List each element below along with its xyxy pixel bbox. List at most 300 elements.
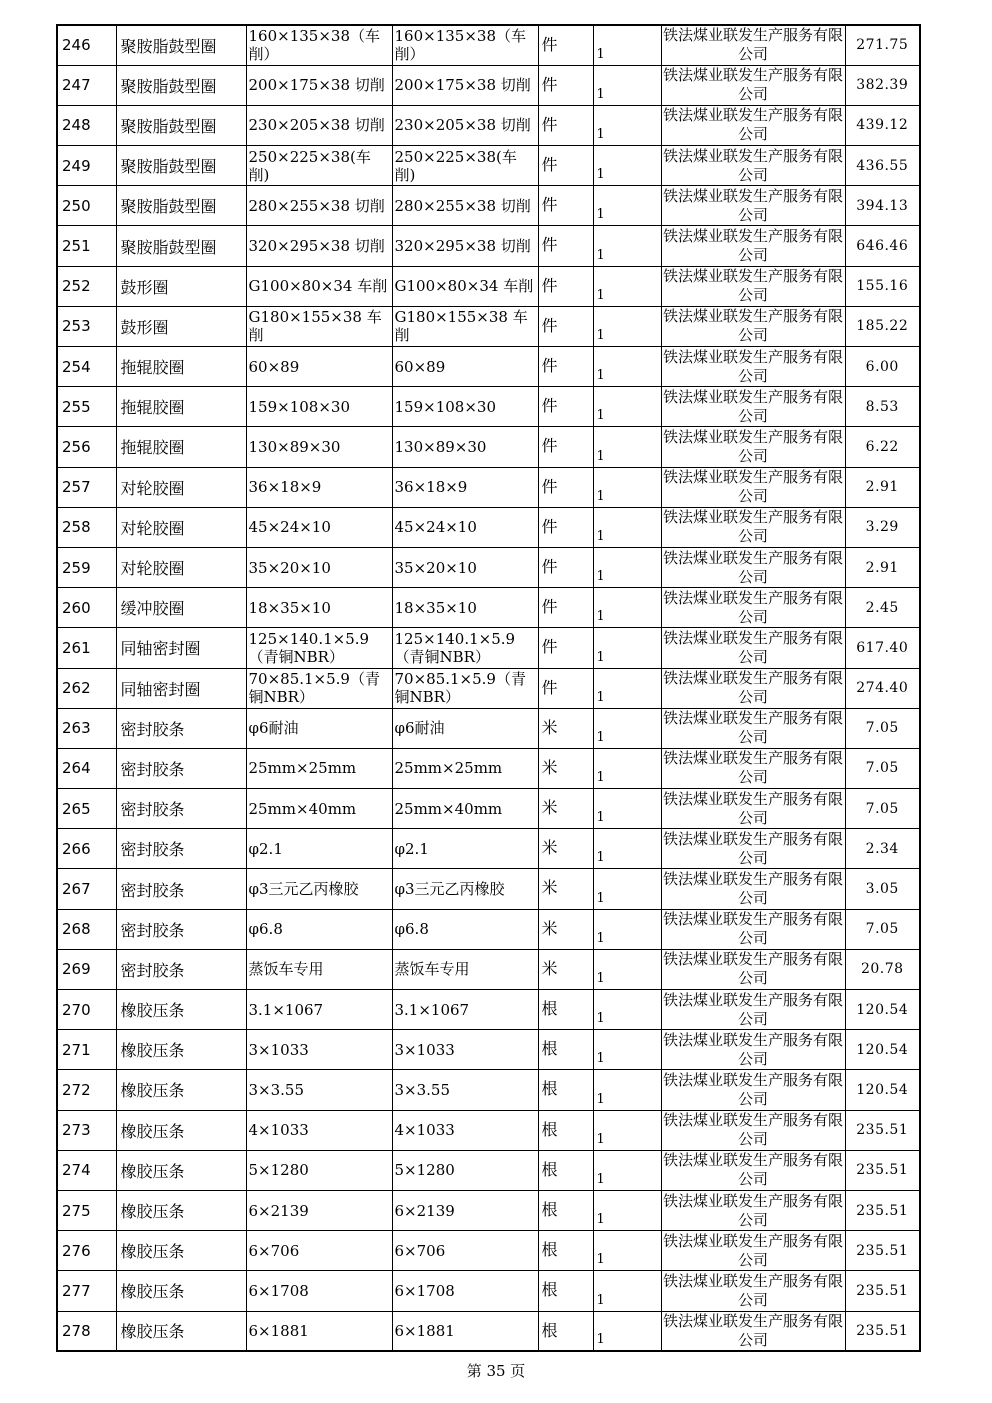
row-number: 265: [57, 789, 116, 829]
quantity-cell: 1: [593, 708, 661, 748]
spec-cell-text: 125×140.1×5.9（青铜NBR）: [248, 629, 370, 666]
spec-cell-text: 6×1708: [248, 1281, 309, 1300]
spec-cell-2: [392, 306, 538, 346]
item-name: 聚胺脂鼓型圈: [116, 65, 246, 105]
spec-cell-2-text: 6×706: [394, 1241, 446, 1260]
quantity-cell: 1: [593, 789, 661, 829]
price-cell: 617.40: [845, 628, 920, 668]
spec-cell-2: [392, 628, 538, 668]
spec-cell-2: [392, 909, 538, 949]
unit-cell: 根: [538, 990, 593, 1030]
spec-cell-2: [392, 547, 538, 587]
unit-cell: 件: [538, 306, 593, 346]
quantity-cell: 1: [593, 186, 661, 226]
price-cell: 2.91: [845, 547, 920, 587]
price-cell: 20.78: [845, 949, 920, 989]
quantity-cell: 1: [593, 1070, 661, 1110]
price-cell: 7.05: [845, 909, 920, 949]
spec-cell-text: 130×89×30: [248, 437, 341, 456]
unit-cell: 根: [538, 1271, 593, 1311]
table-row: [57, 25, 920, 65]
item-name: 密封胶条: [116, 949, 246, 989]
spec-cell-2: [392, 829, 538, 869]
spec-cell-2-text: 200×175×38 切削: [394, 76, 531, 95]
row-number: 252: [57, 266, 116, 306]
item-name: 聚胺脂鼓型圈: [116, 146, 246, 186]
item-name: 密封胶条: [116, 829, 246, 869]
row-number: 247: [57, 65, 116, 105]
spec-cell-2-text: 35×20×10: [394, 558, 477, 577]
spec-cell: [246, 829, 392, 869]
item-name: 同轴密封圈: [116, 668, 246, 708]
price-cell: 7.05: [845, 789, 920, 829]
spec-cell: [246, 105, 392, 145]
row-number: 266: [57, 829, 116, 869]
supplier-cell: 铁法煤业联发生产服务有限公司: [661, 146, 845, 186]
supplier-cell: 铁法煤业联发生产服务有限公司: [661, 588, 845, 628]
spec-cell-2-text: 230×205×38 切削: [394, 116, 531, 135]
spec-cell-text: 25mm×25mm: [248, 759, 357, 778]
spec-cell: [246, 668, 392, 708]
table-row: [57, 708, 920, 748]
price-table: [56, 24, 921, 1352]
unit-cell: 根: [538, 1150, 593, 1190]
spec-cell-2: [392, 25, 538, 65]
spec-cell: [246, 708, 392, 748]
quantity-cell: 1: [593, 306, 661, 346]
supplier-cell: 铁法煤业联发生产服务有限公司: [661, 628, 845, 668]
spec-cell-2: [392, 1070, 538, 1110]
row-number: 262: [57, 668, 116, 708]
unit-cell: 米: [538, 789, 593, 829]
unit-cell: 件: [538, 427, 593, 467]
spec-cell-2-text: φ6.8: [394, 920, 429, 939]
price-cell: 7.05: [845, 708, 920, 748]
price-cell: 382.39: [845, 65, 920, 105]
row-number: 259: [57, 547, 116, 587]
row-number: 273: [57, 1110, 116, 1150]
unit-cell: 件: [538, 387, 593, 427]
row-number: 276: [57, 1231, 116, 1271]
unit-cell: 件: [538, 105, 593, 145]
price-cell: 3.05: [845, 869, 920, 909]
quantity-cell: 1: [593, 347, 661, 387]
quantity-cell: 1: [593, 1110, 661, 1150]
spec-cell-2: [392, 668, 538, 708]
table-row: [57, 789, 920, 829]
spec-cell: [246, 186, 392, 226]
item-name: 拖辊胶圈: [116, 387, 246, 427]
spec-cell-text: φ3三元乙丙橡胶: [248, 880, 359, 899]
supplier-cell: 铁法煤业联发生产服务有限公司: [661, 1070, 845, 1110]
price-cell: 6.00: [845, 347, 920, 387]
spec-cell-text: 320×295×38 切削: [248, 237, 385, 256]
row-number: 275: [57, 1190, 116, 1230]
spec-cell-2-text: 36×18×9: [394, 478, 468, 497]
row-number: 277: [57, 1271, 116, 1311]
row-number: 271: [57, 1030, 116, 1070]
quantity-cell: 1: [593, 1271, 661, 1311]
spec-cell-text: φ6耐油: [248, 719, 299, 738]
quantity-cell: 1: [593, 1311, 661, 1351]
spec-cell: [246, 65, 392, 105]
spec-cell-2: [392, 387, 538, 427]
spec-cell-text: 36×18×9: [248, 478, 322, 497]
spec-cell-2: [392, 949, 538, 989]
spec-cell: [246, 146, 392, 186]
table-row: [57, 829, 920, 869]
item-name: 聚胺脂鼓型圈: [116, 186, 246, 226]
spec-cell-2-text: G180×155×38 车削: [394, 308, 528, 345]
quantity-cell: 1: [593, 1231, 661, 1271]
quantity-cell: 1: [593, 65, 661, 105]
table-row: [57, 1110, 920, 1150]
price-cell: 120.54: [845, 1070, 920, 1110]
table-row: [57, 266, 920, 306]
quantity-cell: 1: [593, 226, 661, 266]
price-cell: 120.54: [845, 1030, 920, 1070]
spec-cell-2-text: 3×1033: [394, 1040, 455, 1059]
supplier-cell: 铁法煤业联发生产服务有限公司: [661, 748, 845, 788]
table-row: [57, 347, 920, 387]
spec-cell-2-text: φ2.1: [394, 839, 429, 858]
item-name: 橡胶压条: [116, 1271, 246, 1311]
spec-cell: [246, 1190, 392, 1230]
supplier-cell: 铁法煤业联发生产服务有限公司: [661, 1110, 845, 1150]
unit-cell: 米: [538, 708, 593, 748]
spec-cell-2-text: 6×1708: [394, 1281, 455, 1300]
page-number: 第 35 页: [466, 1362, 526, 1380]
quantity-cell: 1: [593, 588, 661, 628]
table-row: [57, 1030, 920, 1070]
table-row: [57, 1190, 920, 1230]
item-name: 拖辊胶圈: [116, 427, 246, 467]
spec-cell: [246, 869, 392, 909]
price-cell: 2.91: [845, 467, 920, 507]
spec-cell: [246, 547, 392, 587]
price-cell: 271.75: [845, 25, 920, 65]
supplier-cell: 铁法煤业联发生产服务有限公司: [661, 266, 845, 306]
supplier-cell: 铁法煤业联发生产服务有限公司: [661, 668, 845, 708]
quantity-cell: 1: [593, 1190, 661, 1230]
item-name: 拖辊胶圈: [116, 347, 246, 387]
table-row: [57, 427, 920, 467]
table-body: [57, 25, 920, 1351]
item-name: 橡胶压条: [116, 1231, 246, 1271]
quantity-cell: 1: [593, 547, 661, 587]
spec-cell-2: [392, 186, 538, 226]
spec-cell-text: 45×24×10: [248, 518, 331, 537]
supplier-cell: 铁法煤业联发生产服务有限公司: [661, 708, 845, 748]
row-number: 278: [57, 1311, 116, 1351]
price-cell: 235.51: [845, 1311, 920, 1351]
supplier-cell: 铁法煤业联发生产服务有限公司: [661, 427, 845, 467]
item-name: 缓冲胶圈: [116, 588, 246, 628]
spec-cell-2-text: 125×140.1×5.9（青铜NBR）: [394, 629, 516, 666]
spec-cell-text: 4×1033: [248, 1121, 309, 1140]
spec-cell: [246, 990, 392, 1030]
item-name: 对轮胶圈: [116, 507, 246, 547]
spec-cell-2: [392, 266, 538, 306]
table-row: [57, 990, 920, 1030]
table-row: [57, 1231, 920, 1271]
spec-cell-text: 3×3.55: [248, 1080, 305, 1099]
supplier-cell: 铁法煤业联发生产服务有限公司: [661, 949, 845, 989]
table-row: [57, 1150, 920, 1190]
item-name: 聚胺脂鼓型圈: [116, 226, 246, 266]
unit-cell: 件: [538, 146, 593, 186]
unit-cell: 米: [538, 869, 593, 909]
spec-cell: [246, 387, 392, 427]
spec-cell-2-text: 130×89×30: [394, 437, 487, 456]
row-number: 258: [57, 507, 116, 547]
supplier-cell: 铁法煤业联发生产服务有限公司: [661, 909, 845, 949]
unit-cell: 件: [538, 226, 593, 266]
quantity-cell: 1: [593, 628, 661, 668]
spec-cell-2: [392, 427, 538, 467]
quantity-cell: 1: [593, 266, 661, 306]
unit-cell: 米: [538, 949, 593, 989]
table-row: [57, 226, 920, 266]
item-name: 同轴密封圈: [116, 628, 246, 668]
item-name: 密封胶条: [116, 869, 246, 909]
item-name: 橡胶压条: [116, 1110, 246, 1150]
unit-cell: 根: [538, 1070, 593, 1110]
table-row: [57, 628, 920, 668]
table-row: [57, 748, 920, 788]
unit-cell: 根: [538, 1311, 593, 1351]
row-number: 272: [57, 1070, 116, 1110]
spec-cell-text: 280×255×38 切削: [248, 196, 385, 215]
supplier-cell: 铁法煤业联发生产服务有限公司: [661, 65, 845, 105]
quantity-cell: 1: [593, 1030, 661, 1070]
unit-cell: 件: [538, 266, 593, 306]
unit-cell: 根: [538, 1190, 593, 1230]
row-number: 263: [57, 708, 116, 748]
spec-cell-2-text: 6×2139: [394, 1201, 455, 1220]
spec-cell-2-text: 3.1×1067: [394, 1000, 470, 1019]
row-number: 250: [57, 186, 116, 226]
table-row: [57, 146, 920, 186]
spec-cell-2: [392, 1030, 538, 1070]
row-number: 257: [57, 467, 116, 507]
unit-cell: 件: [538, 25, 593, 65]
supplier-cell: 铁法煤业联发生产服务有限公司: [661, 507, 845, 547]
quantity-cell: 1: [593, 748, 661, 788]
unit-cell: 件: [538, 507, 593, 547]
price-cell: 436.55: [845, 146, 920, 186]
spec-cell-2-text: 60×89: [394, 357, 446, 376]
table-row: [57, 1311, 920, 1351]
spec-cell-2: [392, 869, 538, 909]
table-row: [57, 467, 920, 507]
spec-cell: [246, 628, 392, 668]
supplier-cell: 铁法煤业联发生产服务有限公司: [661, 467, 845, 507]
table-row: [57, 668, 920, 708]
row-number: 253: [57, 306, 116, 346]
supplier-cell: 铁法煤业联发生产服务有限公司: [662, 26, 843, 64]
spec-cell-2-text: 70×85.1×5.9（青铜NBR）: [394, 670, 526, 707]
supplier-cell: 铁法煤业联发生产服务有限公司: [661, 1150, 845, 1190]
spec-cell-2: [392, 1190, 538, 1230]
spec-cell: [246, 588, 392, 628]
item-name: 聚胺脂鼓型圈: [116, 105, 246, 145]
price-cell: 274.40: [845, 668, 920, 708]
spec-cell: [246, 1070, 392, 1110]
quantity-cell: 1: [593, 869, 661, 909]
price-cell: 646.46: [845, 226, 920, 266]
quantity-cell: 1: [593, 507, 661, 547]
spec-cell-2-text: 159×108×30: [394, 397, 496, 416]
price-cell: 120.54: [845, 990, 920, 1030]
spec-cell-text: G180×155×38 车削: [248, 308, 382, 345]
row-number: 270: [57, 990, 116, 1030]
supplier-cell: 铁法煤业联发生产服务有限公司: [661, 789, 845, 829]
row-number: 269: [57, 949, 116, 989]
row-number: 249: [57, 146, 116, 186]
quantity-cell: 1: [593, 909, 661, 949]
spec-cell-2: [392, 1311, 538, 1351]
unit-cell: 根: [538, 1231, 593, 1271]
row-number: 260: [57, 588, 116, 628]
supplier-cell: 铁法煤业联发生产服务有限公司: [661, 1311, 845, 1351]
quantity-cell: 1: [593, 1150, 661, 1190]
unit-cell: 件: [538, 588, 593, 628]
spec-cell: [246, 306, 392, 346]
item-name: 鼓形圈: [116, 306, 246, 346]
unit-cell: 米: [538, 829, 593, 869]
spec-cell-2-text: 18×35×10: [394, 598, 477, 617]
price-cell: 235.51: [845, 1110, 920, 1150]
table-row: [57, 65, 920, 105]
spec-cell-text: 250×225×38(车削): [248, 147, 371, 184]
supplier-cell: 铁法煤业联发生产服务有限公司: [661, 347, 845, 387]
table-row: [57, 105, 920, 145]
item-name: 密封胶条: [116, 909, 246, 949]
spec-cell-text: 6×1881: [248, 1321, 309, 1340]
quantity-cell: 1: [593, 105, 661, 145]
unit-cell: 根: [538, 1030, 593, 1070]
table-row: [57, 909, 920, 949]
spec-cell-text: 70×85.1×5.9（青铜NBR）: [248, 670, 380, 707]
row-number: 264: [57, 748, 116, 788]
spec-cell: [246, 226, 392, 266]
spec-cell-text: 230×205×38 切削: [248, 116, 385, 135]
spec-cell-2-text: 250×225×38(车削): [394, 147, 517, 184]
spec-cell: [246, 909, 392, 949]
spec-cell-text: 200×175×38 切削: [248, 76, 385, 95]
spec-cell-text: 25mm×40mm: [248, 799, 357, 818]
supplier-cell: 铁法煤业联发生产服务有限公司: [661, 105, 845, 145]
unit-cell: 件: [538, 547, 593, 587]
price-cell: 394.13: [845, 186, 920, 226]
quantity-cell: 1: [593, 467, 661, 507]
price-cell: 235.51: [845, 1231, 920, 1271]
spec-cell-text: 35×20×10: [248, 558, 331, 577]
item-name: 橡胶压条: [116, 1190, 246, 1230]
price-cell: 8.53: [845, 387, 920, 427]
row-number: 256: [57, 427, 116, 467]
table-row: [57, 588, 920, 628]
spec-cell-2-text: φ3三元乙丙橡胶: [394, 880, 505, 899]
item-name: 聚胺脂鼓型圈: [116, 25, 246, 65]
spec-cell-2-text: G100×80×34 车削: [394, 277, 534, 296]
spec-cell: [246, 1150, 392, 1190]
unit-cell: 件: [538, 668, 593, 708]
spec-cell-2-text: φ6耐油: [394, 719, 445, 738]
spec-cell-2-text: 25mm×25mm: [394, 759, 503, 778]
spec-cell-2: [392, 1271, 538, 1311]
price-cell: 7.05: [845, 748, 920, 788]
spec-cell: [246, 266, 392, 306]
spec-cell-text: G100×80×34 车削: [248, 277, 388, 296]
spec-cell-text: 6×706: [248, 1241, 300, 1260]
spec-cell-text: 蒸饭车专用: [248, 960, 324, 979]
supplier-cell: 铁法煤业联发生产服务有限公司: [661, 306, 845, 346]
spec-cell-2: [392, 1231, 538, 1271]
supplier-cell: 铁法煤业联发生产服务有限公司: [661, 1231, 845, 1271]
quantity-cell: 1: [593, 949, 661, 989]
row-number: 248: [57, 105, 116, 145]
supplier-cell: 铁法煤业联发生产服务有限公司: [661, 186, 845, 226]
spec-cell-2: [392, 789, 538, 829]
spec-cell-2-text: 蒸饭车专用: [394, 960, 470, 979]
table-row: [57, 1070, 920, 1110]
spec-cell-2-text: 3×3.55: [394, 1080, 451, 1099]
spec-cell-2-text: 25mm×40mm: [394, 799, 503, 818]
supplier-cell: 铁法煤业联发生产服务有限公司: [661, 547, 845, 587]
supplier-cell: 铁法煤业联发生产服务有限公司: [661, 1030, 845, 1070]
spec-cell: [246, 25, 392, 65]
table-row: [57, 869, 920, 909]
spec-cell-2-text: 160×135×38（车削）: [394, 27, 526, 64]
spec-cell-2: [392, 1150, 538, 1190]
spec-cell-text: 5×1280: [248, 1161, 309, 1180]
row-number: 267: [57, 869, 116, 909]
spec-cell: [246, 467, 392, 507]
item-name: 橡胶压条: [116, 1070, 246, 1110]
price-cell: 439.12: [845, 105, 920, 145]
supplier-cell: 铁法煤业联发生产服务有限公司: [661, 869, 845, 909]
price-cell: 2.45: [845, 588, 920, 628]
spec-cell-text: 3×1033: [248, 1040, 309, 1059]
unit-cell: 件: [538, 628, 593, 668]
spec-cell: [246, 789, 392, 829]
price-cell: 2.34: [845, 829, 920, 869]
quantity-cell: 1: [593, 829, 661, 869]
supplier-cell: 铁法煤业联发生产服务有限公司: [661, 1190, 845, 1230]
spec-cell-2-text: 320×295×38 切削: [394, 237, 531, 256]
supplier-cell: 铁法煤业联发生产服务有限公司: [661, 829, 845, 869]
unit-cell: 根: [538, 1110, 593, 1150]
table-row: [57, 186, 920, 226]
spec-cell-text: 6×2139: [248, 1201, 309, 1220]
unit-cell: 件: [538, 467, 593, 507]
spec-cell-2-text: 280×255×38 切削: [394, 196, 531, 215]
spec-cell-2: [392, 467, 538, 507]
table-row: [57, 547, 920, 587]
table-row: [57, 507, 920, 547]
unit-cell: 米: [538, 909, 593, 949]
quantity-cell: 1: [593, 668, 661, 708]
spec-cell-2: [392, 65, 538, 105]
spec-cell-text: 60×89: [248, 357, 300, 376]
item-name: 对轮胶圈: [116, 547, 246, 587]
spec-cell-2: [392, 588, 538, 628]
spec-cell: [246, 347, 392, 387]
spec-cell-text: 160×135×38（车削）: [248, 27, 380, 64]
supplier-cell: 铁法煤业联发生产服务有限公司: [661, 990, 845, 1030]
